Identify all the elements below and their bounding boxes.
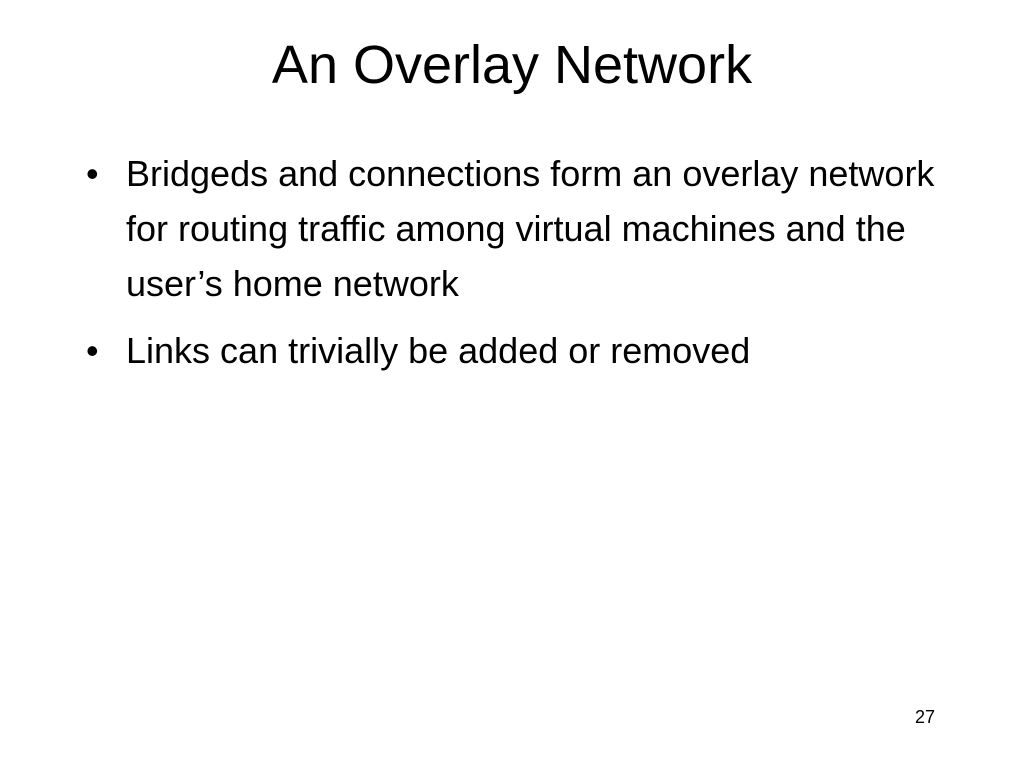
bullet-text: Bridgeds and connections form an overlay network for routing traffic among virtual machines and the user’s home network <box>126 153 935 304</box>
page-number: 27 <box>914 707 936 727</box>
bullet-icon: • <box>86 330 99 371</box>
slide-title: An Overlay Network <box>271 35 753 95</box>
bullet-icon: • <box>86 153 99 194</box>
bullet-item <box>86 323 966 378</box>
bullet-text: Links can trivially be added or removed <box>126 330 751 371</box>
bullet-item <box>86 146 966 311</box>
bullet-list <box>86 146 966 390</box>
